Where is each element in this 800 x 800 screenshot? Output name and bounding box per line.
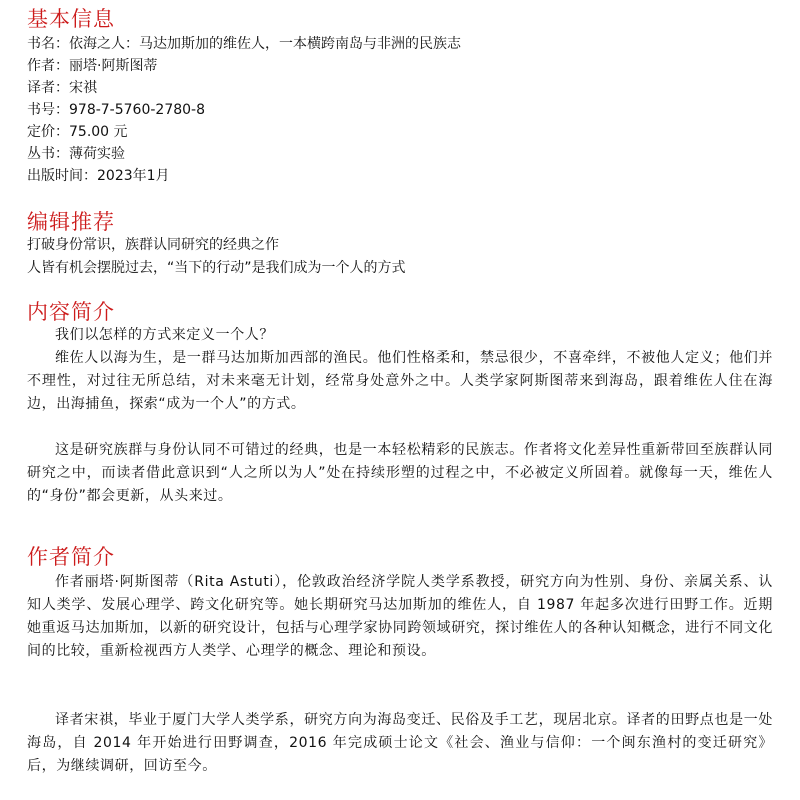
series-line: 丛书：薄荷实验: [27, 146, 125, 162]
content-paragraph: 维佐人以海为生，是一群马达加斯加西部的渔民。他们性格柔和，禁忌很少，不喜牵绊，不被他人定义；他们并不理性，对过往无所总结，对未来毫无计划，经常身处意外之中。人类学家阿斯图蒂来到海岛，跟着维佐人住在海边，出海捕鱼，探索“成为一个人”的方式。: [27, 350, 773, 412]
recommendation-line: 人皆有机会摆脱过去，“当下的行动”是我们成为一个人的方式: [27, 260, 406, 276]
author-intro-heading: 作者简介: [27, 545, 115, 569]
publish-date-line: 出版时间：2023年1月: [27, 168, 170, 184]
content-paragraph: 这是研究族群与身份认同不可错过的经典，也是一本轻松精彩的民族志。作者将文化差异性重新带回至族群认同研究之中，而读者借此意识到“人之所以为人”处在持续形塑的过程之中，不必被定义所固着。就像每一天，维佐人的“身份”都会更新，从头来过。: [27, 442, 773, 504]
price-line: 定价：75.00 元: [27, 124, 128, 140]
editor-recommendation-heading: 编辑推荐: [27, 210, 115, 234]
translator-paragraph: 译者宋祺，毕业于厦门大学人类学系，研究方向为海岛变迁、民俗及手工艺，现居北京。译者的田野点也是一处海岛，自 2014 年开始进行田野调查，2016 年完成硕士论文《社会、渔业与信仰：一个闽东渔村的变迁研究》后，为继续调研，回访至今。: [27, 712, 773, 774]
book-title-line: 书名：依海之人：马达加斯加的维佐人，一本横跨南岛与非洲的民族志: [27, 36, 461, 52]
content-intro-heading: 内容简介: [27, 300, 115, 324]
isbn-line: 书号：978-7-5760-2780-8: [27, 102, 206, 118]
translator-line: 译者：宋祺: [27, 80, 97, 96]
author-paragraph: 作者丽塔·阿斯图蒂（Rita Astuti），伦敦政治经济学院人类学系教授，研究方向为性别、身份、亲属关系、认知人类学、发展心理学、跨文化研究等。她长期研究马达加斯加的维佐人，自 1987 年起多次进行田野工作。近期她重返马达加斯加，以新的研究设计，包括与心理学家协同跨领域研究，探讨维佐人的各种认知概念，进行不同文化间的比较，重新检视西方人类学、心理学的概念、理论和预设。: [27, 574, 773, 659]
recommendation-line: 打破身份常识，族群认同研究的经典之作: [27, 237, 279, 253]
content-paragraph: 我们以怎样的方式来定义一个人？: [55, 327, 274, 343]
author-line: 作者：丽塔·阿斯图蒂: [27, 58, 158, 74]
basic-info-heading: 基本信息: [27, 7, 115, 31]
